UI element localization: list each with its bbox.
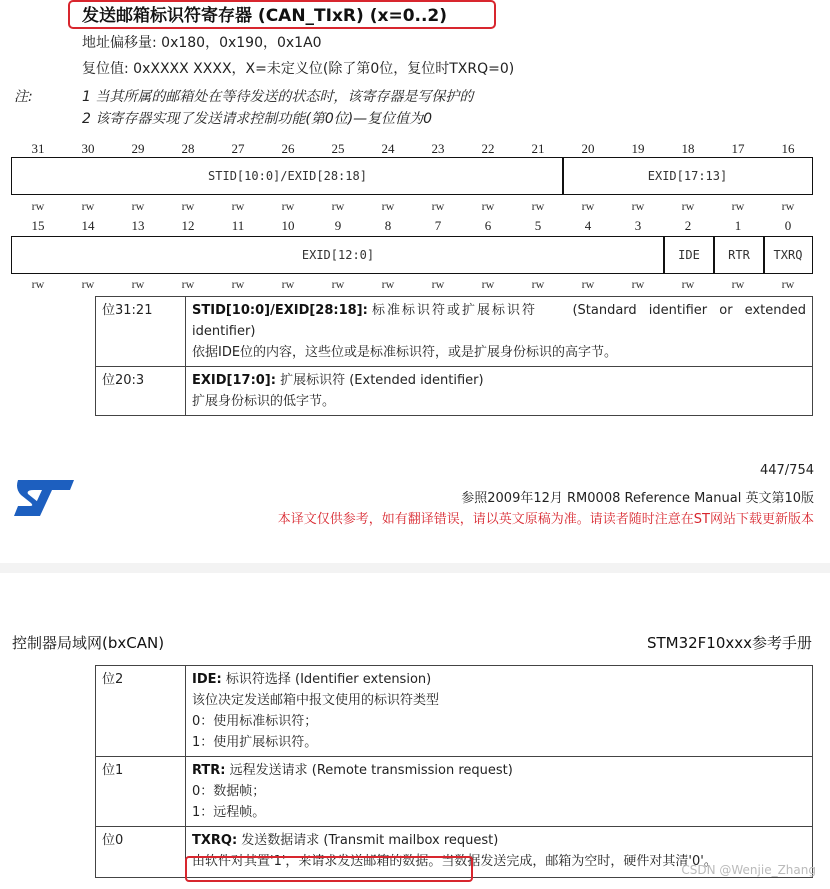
bit-number: 24 — [381, 141, 395, 156]
description-line: 1：远程帧。 — [192, 805, 266, 820]
field-title: 标识符选择 (Identifier extension) — [225, 672, 432, 687]
table-row — [96, 297, 813, 367]
bit-description-table-2 — [95, 665, 813, 878]
bit-number: 8 — [384, 218, 392, 233]
access-rw: rw — [631, 199, 645, 213]
bit-number: 1 — [734, 218, 742, 233]
field-label: EXID[17:13] — [647, 169, 728, 183]
access-rw: rw — [581, 199, 595, 213]
access-rw: rw — [681, 277, 695, 291]
field-label: IDE — [678, 248, 700, 262]
access-rw: rw — [381, 199, 395, 213]
access-rw: rw — [381, 277, 395, 291]
page-number: 447/754 — [759, 463, 814, 478]
bit-number: 19 — [631, 141, 645, 156]
field-rtr — [713, 236, 765, 274]
bit-number: 7 — [434, 218, 442, 233]
access-rw: rw — [181, 277, 195, 291]
bit-number: 5 — [534, 218, 542, 233]
bit-position: 位2 — [96, 666, 186, 757]
description-line: 0：使用标准标识符； — [192, 714, 318, 729]
field-title: 发送数据请求 (Transmit mailbox request) — [241, 833, 499, 848]
access-rw: rw — [581, 277, 595, 291]
field-name: IDE: — [192, 672, 222, 687]
access-rw: rw — [731, 199, 745, 213]
note-label: 注: — [14, 89, 33, 105]
description-line: 1：使用扩展标识符。 — [192, 735, 318, 750]
access-rw: rw — [281, 277, 295, 291]
bit-number: 28 — [181, 141, 195, 156]
field-name: TXRQ: — [192, 833, 238, 848]
txrq-highlight-box — [185, 856, 473, 882]
address-offset: 地址偏移量: 0x180，0x190，0x1A0 — [82, 35, 322, 51]
access-rw: rw — [81, 199, 95, 213]
table-row — [96, 666, 813, 757]
field-name: EXID[17:0]: — [192, 373, 276, 388]
bit-number: 22 — [481, 141, 495, 156]
access-rw: rw — [131, 199, 145, 213]
register-title: 发送邮箱标识符寄存器 (CAN_TIxR) (x=0..2) — [82, 6, 448, 26]
bit-number: 12 — [181, 218, 195, 233]
translation-disclaimer: 本译文仅供参考，如有翻译错误，请以英文原稿为准。请读者随时注意在ST网站下载更新版本 — [277, 512, 814, 527]
reset-value: 复位值: 0xXXXX XXXX，X=未定义位(除了第0位，复位时TXRQ=0) — [82, 61, 515, 77]
access-rw: rw — [231, 199, 245, 213]
field-exid-17-13 — [562, 157, 813, 195]
bit-number: 0 — [784, 218, 792, 233]
field-label: RTR — [728, 248, 750, 262]
field-exid-12-0 — [11, 236, 665, 274]
bit-description — [186, 297, 813, 367]
field-txrq — [763, 236, 813, 274]
field-name: STID[10:0]/EXID[28:18]: — [192, 303, 368, 318]
bit-number: 4 — [584, 218, 592, 233]
access-rw: rw — [481, 199, 495, 213]
table-row — [96, 367, 813, 416]
bit-number: 30 — [81, 141, 95, 156]
bit-description — [186, 666, 813, 757]
bit-number: 14 — [81, 218, 95, 233]
page-separator — [0, 563, 830, 573]
description-line: 0：数据帧； — [192, 784, 266, 799]
access-rw: rw — [31, 199, 45, 213]
bit-number: 26 — [281, 141, 295, 156]
bit-number: 6 — [484, 218, 492, 233]
access-rw: rw — [481, 277, 495, 291]
note-1: 1 当其所属的邮箱处在等待发送的状态时，该寄存器是写保护的 — [82, 89, 474, 105]
field-title: 标准标识符或扩展标识符 — [371, 303, 537, 318]
bit-number: 2 — [684, 218, 692, 233]
bit-number: 29 — [131, 141, 145, 156]
description-line: 该位决定发送邮箱中报文使用的标识符类型 — [192, 693, 440, 708]
description-line-highlighted: 由软件对其置'1'，来请求发送邮箱的数据。 — [192, 854, 442, 869]
bit-number: 13 — [131, 218, 145, 233]
access-rw: rw — [331, 199, 345, 213]
bit-number: 3 — [634, 218, 642, 233]
reference-manual: 参照2009年12月 RM0008 Reference Manual 英文第10版 — [461, 491, 814, 506]
access-rw: rw — [531, 277, 545, 291]
access-rw: rw — [681, 199, 695, 213]
field-ide — [663, 236, 715, 274]
bit-number: 15 — [31, 218, 45, 233]
bit-position: 位31:21 — [96, 297, 186, 367]
access-rw: rw — [631, 277, 645, 291]
access-rw: rw — [281, 199, 295, 213]
bit-number: 11 — [231, 218, 245, 233]
bit-number: 21 — [531, 141, 545, 156]
table-row — [96, 757, 813, 827]
watermark: CSDN @Wenjie_Zhang — [681, 863, 816, 877]
bit-number: 17 — [731, 141, 745, 156]
field-label: STID[10:0]/EXID[28:18] — [208, 169, 367, 183]
field-label: TXRQ — [773, 248, 803, 262]
bit-number: 10 — [281, 218, 295, 233]
access-rw: rw — [181, 199, 195, 213]
description-line: 扩展身份标识的低字节。 — [192, 394, 336, 409]
bit-number: 23 — [431, 141, 445, 156]
access-rw: rw — [131, 277, 145, 291]
description-line: 当数据发送完成，邮箱为空时，硬件对其清'0'。 — [441, 854, 717, 869]
st-logo — [12, 478, 76, 518]
description-line: 依据IDE位的内容，这些位或是标准标识符，或是扩展身份标识的高字节。 — [192, 345, 618, 360]
bit-number: 25 — [331, 141, 345, 156]
bit-description — [186, 367, 813, 416]
bit-number: 9 — [334, 218, 342, 233]
field-title: 远程发送请求 (Remote transmission request) — [229, 763, 513, 778]
bit-description-table-1 — [95, 296, 813, 416]
field-title-en-cont: identifier) — [192, 324, 256, 339]
field-label: EXID[12:0] — [301, 248, 375, 262]
field-stid-exid — [11, 157, 564, 195]
bit-position: 位1 — [96, 757, 186, 827]
access-rw: rw — [231, 277, 245, 291]
access-rw: rw — [31, 277, 45, 291]
manual-header: STM32F10xxx参考手册 — [646, 634, 812, 652]
access-rw: rw — [781, 199, 795, 213]
field-name: RTR: — [192, 763, 226, 778]
note-2: 2 该寄存器实现了发送请求控制功能(第0位)—复位值为0 — [82, 111, 433, 127]
access-rw: rw — [781, 277, 795, 291]
bit-number: 27 — [231, 141, 245, 156]
access-rw: rw — [731, 277, 745, 291]
bit-position: 位20:3 — [96, 367, 186, 416]
access-rw: rw — [531, 199, 545, 213]
field-title-en: (Standard identifier or extended — [572, 303, 806, 318]
bit-number: 16 — [781, 141, 795, 156]
access-rw: rw — [81, 277, 95, 291]
bit-number: 31 — [31, 141, 45, 156]
bit-number: 20 — [581, 141, 595, 156]
access-rw: rw — [431, 277, 445, 291]
access-rw: rw — [331, 277, 345, 291]
field-title: 扩展标识符 (Extended identifier) — [280, 373, 484, 388]
bit-number: 18 — [681, 141, 695, 156]
bit-position: 位0 — [96, 827, 186, 878]
chapter-header: 控制器局域网(bxCAN) — [12, 634, 165, 652]
bit-description — [186, 757, 813, 827]
access-rw: rw — [431, 199, 445, 213]
